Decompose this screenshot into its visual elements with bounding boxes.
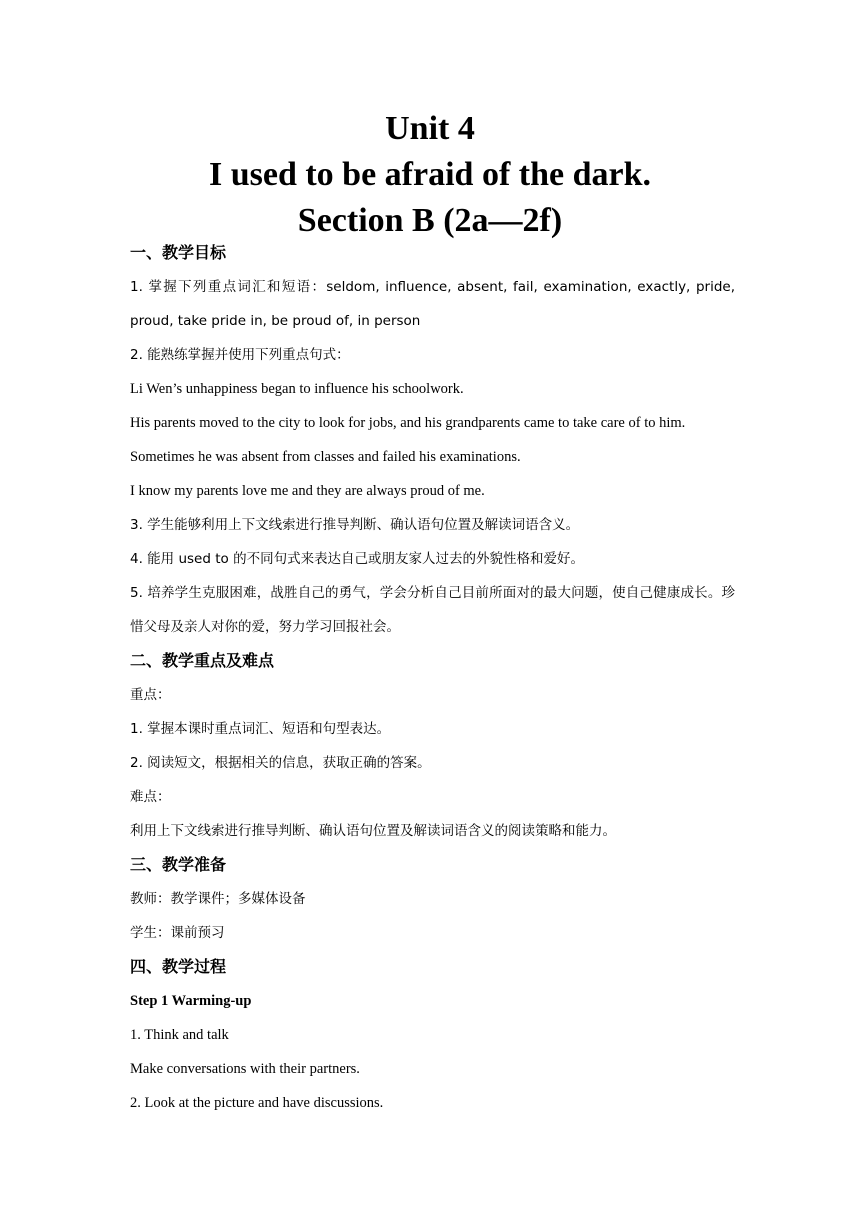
- preparation-heading: 三、教学准备: [130, 855, 227, 874]
- key-sentence-3: Sometimes he was absent from classes and failed his examinations.: [130, 449, 521, 465]
- step-1-item-1-detail: Make conversations with their partners.: [130, 1061, 360, 1077]
- key-points-heading: 二、教学重点及难点: [130, 651, 275, 670]
- objective-item-1: 1. 掌握下列重点词汇和短语：seldom, influence, absent, fail, examination, exactly, pride, proud, take pride in, be proud of, in person: [130, 279, 735, 329]
- process-heading: 四、教学过程: [130, 957, 227, 976]
- key-sentence-2: His parents moved to the city to look for jobs, and his grandparents came to take care of to him.: [130, 415, 686, 431]
- objective-item-5: 5. 培养学生克服困难，战胜自己的勇气，学会分析自己目前所面对的最大问题，使自己健康成长。珍惜父母及亲人对你的爱，努力学习回报社会。: [130, 585, 735, 635]
- unit-title: Unit 4: [385, 110, 475, 147]
- step-1-item-2: 2. Look at the picture and have discussions.: [130, 1095, 384, 1111]
- objective-item-2: 2. 能熟练掌握并使用下列重点句式：: [130, 347, 350, 363]
- difficulty-item-1: 利用上下文线索进行推导判断、确认语句位置及解读词语含义的阅读策略和能力。: [130, 823, 616, 839]
- key-sentence-4: I know my parents love me and they are always proud of me.: [130, 483, 485, 499]
- objective-item-4: 4. 能用 used to 的不同句式来表达自己或朋友家人过去的外貌性格和爱好。: [130, 551, 585, 567]
- focus-item-1: 1. 掌握本课时重点词汇、短语和句型表达。: [130, 721, 391, 737]
- focus-label: 重点：: [130, 687, 171, 703]
- objective-item-3: 3. 学生能够利用上下文线索进行推导判断、确认语句位置及解读词语含义。: [130, 517, 580, 533]
- student-preparation: 学生：课前预习: [130, 925, 225, 941]
- document-body: [130, 236, 735, 1120]
- section-title: Section B (2a—2f): [297, 202, 563, 239]
- document-title: [0, 106, 860, 244]
- lesson-title: I used to be afraid of the dark.: [208, 156, 652, 193]
- teacher-preparation: 教师：教学课件；多媒体设备: [130, 891, 306, 907]
- step-1-item-1: 1. Think and talk: [130, 1027, 229, 1043]
- difficulty-label: 难点：: [130, 789, 171, 805]
- focus-item-2: 2. 阅读短文，根据相关的信息，获取正确的答案。: [130, 755, 431, 771]
- key-sentence-1: Li Wen’s unhappiness began to influence his schoolwork.: [130, 381, 464, 397]
- objectives-heading: 一、教学目标: [130, 243, 227, 262]
- step-1-title: Step 1 Warming-up: [130, 993, 252, 1009]
